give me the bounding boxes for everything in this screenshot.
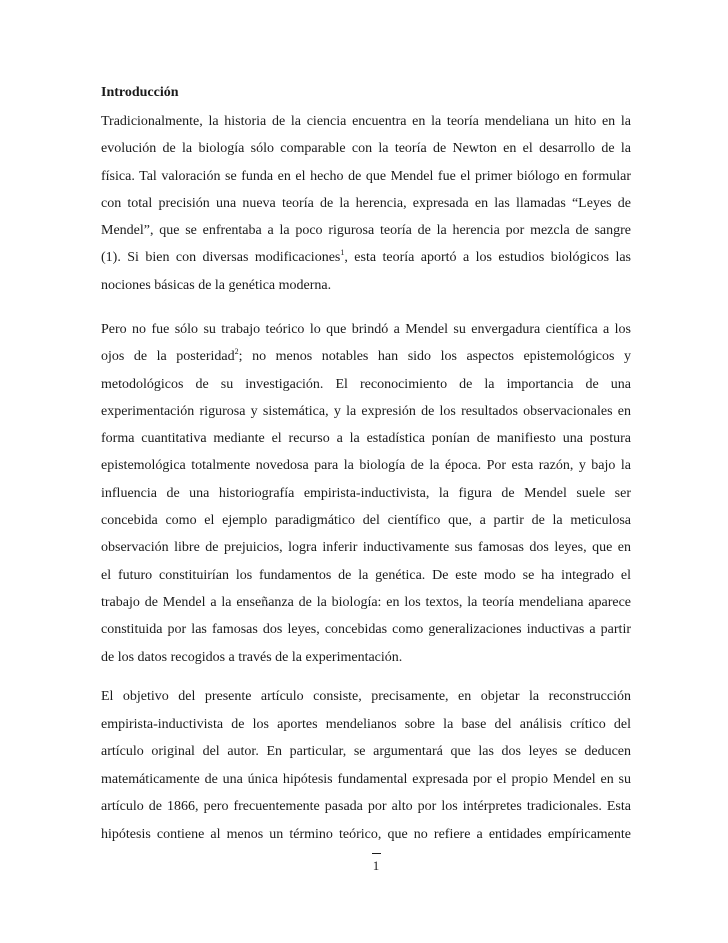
footnote-ref: 1 [340, 248, 345, 258]
paragraph-line: constituida por las famosas dos leyes, concebidas como generalizaciones inductivas a partir [101, 622, 631, 638]
line-text: , esta teoría aportó a los estudios biológicos las [344, 250, 631, 266]
paragraph-line: concebida como el ejemplo paradigmático del científico que, a partir de la meticulosa [101, 513, 631, 529]
page-footer [364, 853, 388, 874]
paragraph-line: experimentación rigurosa y sistemática, y la expresión de los resultados observacionales en [101, 403, 631, 419]
paragraph-line: Pero no fue sólo su trabajo teórico lo que brindó a Mendel su envergadura científica a los [101, 322, 631, 337]
footnote-ref: 2 [234, 347, 239, 357]
paragraph-line: nociones básicas de la genética moderna. [101, 277, 332, 293]
paragraph-line: evolución de la biología sólo comparable con la teoría de Newton en el desarrollo de la [101, 141, 631, 157]
paragraph-line: matemáticamente de una única hipótesis fundamental expresada por el propio Mendel en su [101, 771, 631, 787]
line-text: (1). Si bien con diversas modificaciones [101, 250, 341, 266]
line-text: ; no menos notables han sido los aspectos epistemológicos y [238, 349, 631, 365]
paragraph-line: artículo de 1866, pero frecuentemente pasada por alto por los intérpretes tradicionales. Esta [101, 799, 631, 815]
paragraph-line: Mendel”, que se enfrentaba a la poco rigurosa teoría de la herencia por mezcla de sangre [101, 223, 631, 239]
paragraph-line: trabajo de Mendel a la enseñanza de la biología: en los textos, la teoría mendeliana aparece [101, 594, 631, 610]
paragraph-line: observación libre de prejuicios, logra inferir inductivamente sus famosas dos leyes, que en [101, 540, 631, 556]
paragraph-line: epistemológica totalmente novedosa para la biología de la época. Por esta razón, y bajo la [101, 458, 631, 474]
paragraph-line: metodológicos de su investigación. El reconocimiento de la importancia de una [101, 376, 631, 392]
paragraph-line [101, 343, 631, 370]
paragraph-line: influencia de una historiografía empirista-inductivista, la figura de Mendel suele ser [101, 485, 631, 501]
paragraph-line: el futuro constituirían los fundamentos de la genética. De este modo se ha integrado el [101, 567, 631, 583]
paragraph-line: forma cuantitativa mediante el recurso a la estadística ponían de manifiesto una postura [101, 431, 631, 447]
paragraph-line: empirista-inductivista de los aportes mendelianos sobre la base del análisis crítico del [101, 716, 631, 732]
paragraph-line: El objetivo del presente artículo consiste, precisamente, en objetar la reconstrucción [101, 689, 631, 704]
paragraph-1 [101, 108, 631, 299]
paragraph-line: física. Tal valoración se funda en el hecho de que Mendel fue el primer biólogo en formular [101, 168, 631, 184]
paragraph-line: hipótesis contiene al menos un término teórico, que no refiere a entidades empíricamente [101, 826, 631, 842]
page-number: 1 [372, 858, 380, 873]
paragraph-3 [101, 683, 631, 849]
paragraph-line: Tradicionalmente, la historia de la ciencia encuentra en la teoría mendeliana un hito en la [101, 114, 631, 129]
paragraph-line [101, 244, 631, 271]
paragraph-line: con total precisión una nueva teoría de la herencia, expresada en las llamadas “Leyes de [101, 195, 631, 211]
footer-rule [372, 853, 381, 854]
paragraph-line: de los datos recogidos a través de la experimentación. [101, 649, 403, 665]
line-text: ojos de la posteridad [101, 349, 235, 365]
paragraph-2 [101, 316, 631, 671]
paragraph-line: artículo original del autor. En particular, se argumentará que las dos leyes se deducen [101, 744, 631, 760]
section-heading: Introducción [101, 85, 179, 100]
